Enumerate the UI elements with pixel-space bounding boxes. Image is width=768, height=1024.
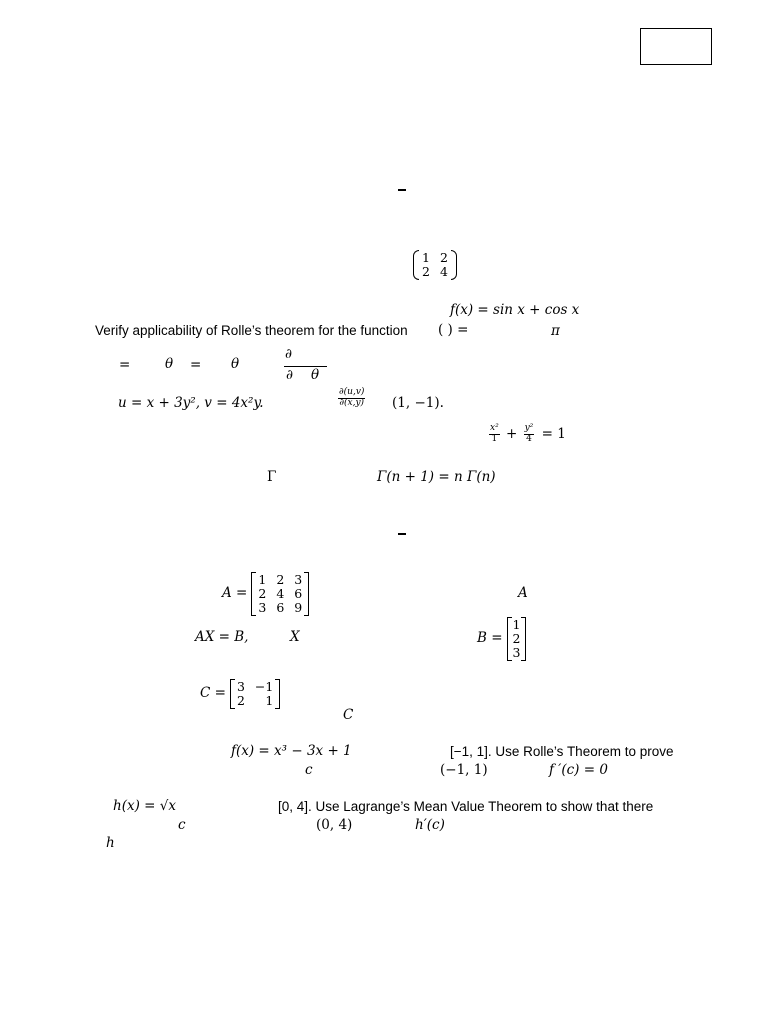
matrix-m-right-paren — [451, 250, 457, 280]
matrix-b-label: B = — [477, 630, 503, 647]
polar-theta-1: θ — [165, 356, 174, 372]
matrix-cell: 2 — [512, 631, 521, 646]
partial-numerator: ∂ — [285, 346, 292, 362]
rolle-function-paren: ( ) = — [438, 322, 469, 338]
rolle-pi-symbol: π — [551, 323, 560, 339]
matrix-cell: 9 — [294, 600, 303, 615]
lmvt-function-formula: h(x) = √x — [113, 798, 176, 814]
polar-theta-2: θ — [231, 356, 240, 372]
matrix-cell: 2 — [439, 250, 448, 265]
ellipse-equation — [489, 424, 566, 445]
ellipse-rhs: = 1 — [541, 425, 566, 442]
ellipse-y-denominator: 4 — [526, 433, 532, 444]
rolle-function-formula: f(x) = sin x + cos x — [450, 302, 580, 318]
matrix-cell: −1 — [254, 679, 274, 694]
matrix-cell: 4 — [439, 264, 448, 279]
section-1-heading-dash — [398, 189, 406, 191]
gamma-symbol: Γ — [267, 469, 277, 485]
polar-equals-1: = — [119, 357, 131, 373]
ellipse-y-numerator: y² — [524, 423, 534, 433]
partial-denominator-a: ∂ — [286, 367, 293, 383]
matrix-a-reference: A — [518, 585, 528, 601]
section-2-heading-dash — [398, 533, 406, 535]
ellipse-plus: + — [505, 425, 518, 442]
matrix-c-cells — [235, 680, 275, 708]
matrix-m — [413, 250, 457, 280]
jacobian-point: (1, −1). — [392, 395, 444, 411]
matrix-a-label: A = — [222, 585, 248, 602]
matrix-cell: 1 — [258, 572, 267, 587]
matrix-cell: 2 — [258, 586, 267, 601]
lmvt-question-text: [0, 4]. Use Lagrange’s Mean Value Theorem to show that there — [278, 799, 654, 814]
matrix-cell: 1 — [512, 617, 521, 632]
matrix-cell: 1 — [265, 693, 274, 708]
matrix-a — [222, 572, 309, 616]
matrix-b — [477, 617, 526, 661]
matrix-a-right-bracket — [304, 572, 309, 616]
lmvt-h: h — [106, 835, 115, 851]
matrix-cell: 3 — [258, 600, 267, 615]
matrix-cell: 4 — [276, 586, 285, 601]
unknown-x: X — [290, 629, 300, 645]
rolle2-function-formula: f(x) = x³ − 3x + 1 — [231, 743, 352, 759]
lmvt-c: c — [178, 817, 186, 833]
rolle2-derivative-condition: f ′(c) = 0 — [549, 762, 608, 778]
matrix-cell: 3 — [512, 645, 521, 660]
jacobian-denominator: ∂(x,y) — [339, 397, 365, 408]
rolle2-c: c — [305, 762, 313, 778]
rolle2-question-text: [−1, 1]. Use Rolle’s Theorem to prove — [450, 744, 674, 759]
gamma-recurrence: Γ(n + 1) = n Γ(n) — [377, 469, 496, 485]
matrix-c — [200, 679, 280, 709]
system-ax-equals-b: AX = B, — [195, 629, 249, 645]
matrix-cell: 2 — [276, 572, 285, 587]
matrix-b-right-bracket — [521, 617, 526, 661]
matrix-c-label: C = — [200, 685, 226, 702]
matrix-cell: 3 — [236, 679, 245, 694]
matrix-cell: 6 — [276, 600, 285, 615]
roll-number-box — [640, 28, 712, 65]
matrix-cell: 2 — [236, 693, 245, 708]
matrix-c-reference: C — [343, 707, 354, 723]
matrix-cell: 2 — [422, 264, 430, 279]
partial-denominator-b: θ — [311, 367, 320, 383]
ellipse-x-denominator: 1 — [491, 433, 498, 444]
rolle2-open-interval: (−1, 1) — [440, 762, 488, 778]
polar-equals-2: = — [190, 357, 202, 373]
lmvt-derivative: h′(c) — [415, 817, 445, 833]
jacobian-numerator: ∂(u,v) — [339, 387, 365, 397]
lmvt-open-interval: (0, 4) — [316, 817, 353, 833]
matrix-b-cells — [512, 618, 522, 660]
matrix-cell: 6 — [294, 586, 303, 601]
matrix-cell: 1 — [422, 250, 430, 265]
ellipse-x-numerator: x² — [490, 423, 499, 433]
matrix-a-cells — [256, 573, 304, 615]
matrix-cell: 3 — [294, 572, 303, 587]
rolle-question-text: Verify applicability of Rolle’s theorem for the function — [95, 323, 408, 338]
jacobian-uv-definition: u = x + 3y², v = 4x²y. — [118, 395, 264, 411]
matrix-m-cells — [419, 251, 451, 279]
jacobian-fraction — [338, 388, 365, 409]
matrix-c-right-bracket — [275, 679, 280, 709]
